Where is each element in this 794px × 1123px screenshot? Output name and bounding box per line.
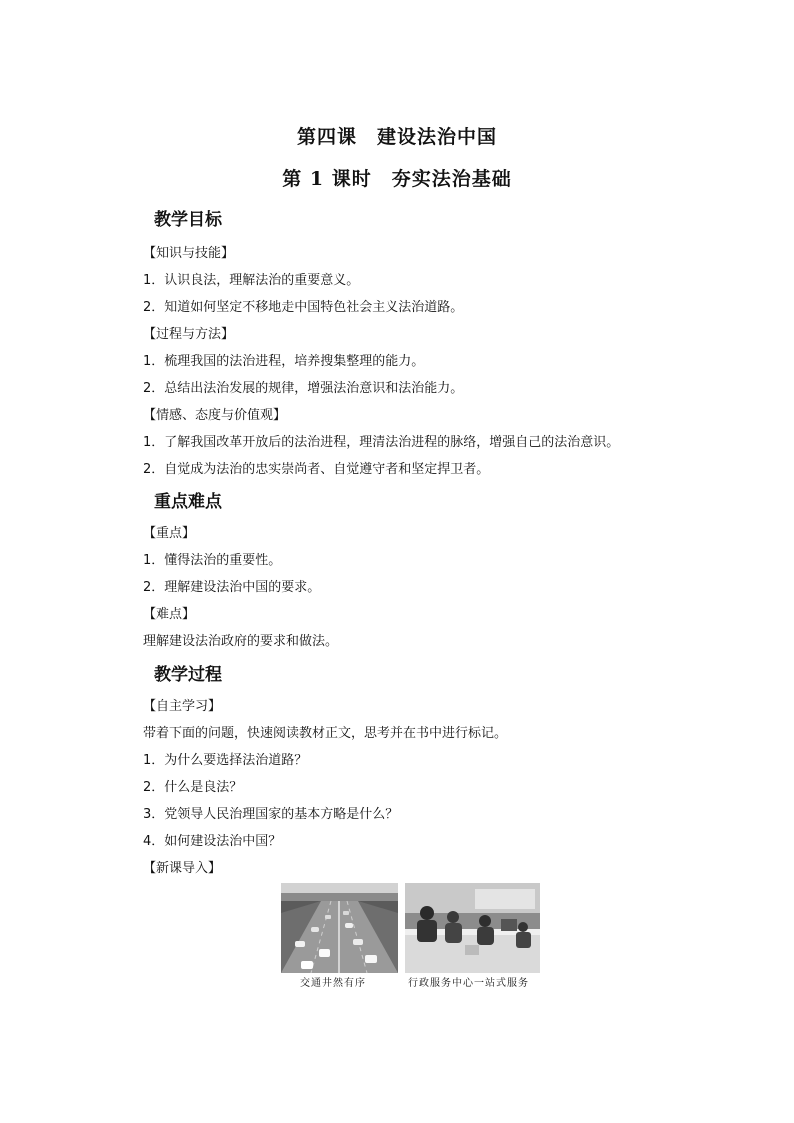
- text-line: 1．懂得法治的重要性。: [143, 553, 282, 568]
- text-line: 【过程与方法】: [143, 327, 235, 342]
- text-line: 【难点】: [143, 607, 196, 622]
- section-heading-key-points: 重点难点: [154, 492, 222, 512]
- section-heading-teaching-process: 教学过程: [154, 665, 222, 685]
- text-line: 【知识与技能】: [143, 246, 235, 261]
- text-line: 1．为什么要选择法治道路？: [143, 753, 308, 768]
- service-center-photo: [405, 883, 540, 973]
- lesson-title: 第四课 建设法治中国: [296, 126, 497, 148]
- traffic-photo: [281, 883, 398, 973]
- text-line: 1．认识良法，理解法治的重要意义。: [143, 273, 360, 288]
- figure-caption-traffic: 交通井然有序: [300, 978, 366, 989]
- text-line: 2．总结出法治发展的规律，增强法治意识和法治能力。: [143, 381, 464, 396]
- text-line: 【自主学习】: [143, 699, 222, 714]
- text-line: 2．知道如何坚定不移地走中国特色社会主义法治道路。: [143, 300, 464, 315]
- text-line: 4．如何建设法治中国？: [143, 834, 282, 849]
- text-line: 1．梳理我国的法治进程，培养搜集整理的能力。: [143, 354, 425, 369]
- text-line: 【情感、态度与价值观】: [143, 408, 287, 423]
- text-line: 2．理解建设法治中国的要求。: [143, 580, 321, 595]
- figure-caption-service-center: 行政服务中心一站式服务: [408, 978, 529, 989]
- text-line: 3．党领导人民治理国家的基本方略是什么？: [143, 807, 399, 822]
- text-line: 理解建设法治政府的要求和做法。: [143, 634, 339, 649]
- traffic-photo-graphic: [281, 883, 398, 973]
- text-line: 【新课导入】: [143, 861, 222, 876]
- text-line: 带着下面的问题，快速阅读教材正文，思考并在书中进行标记。: [143, 726, 508, 741]
- text-line: 2．什么是良法？: [143, 780, 243, 795]
- service-center-photo-graphic: [405, 883, 540, 973]
- text-line: 2．自觉成为法治的忠实崇尚者、自觉遵守者和坚定捍卫者。: [143, 462, 490, 477]
- text-line: 【重点】: [143, 526, 196, 541]
- lesson-subtitle: 第 1 课时 夯实法治基础: [282, 168, 512, 190]
- text-line: 1．了解我国改革开放后的法治进程，理清法治进程的脉络，增强自己的法治意识。: [143, 435, 620, 450]
- section-heading-teaching-goals: 教学目标: [154, 210, 222, 230]
